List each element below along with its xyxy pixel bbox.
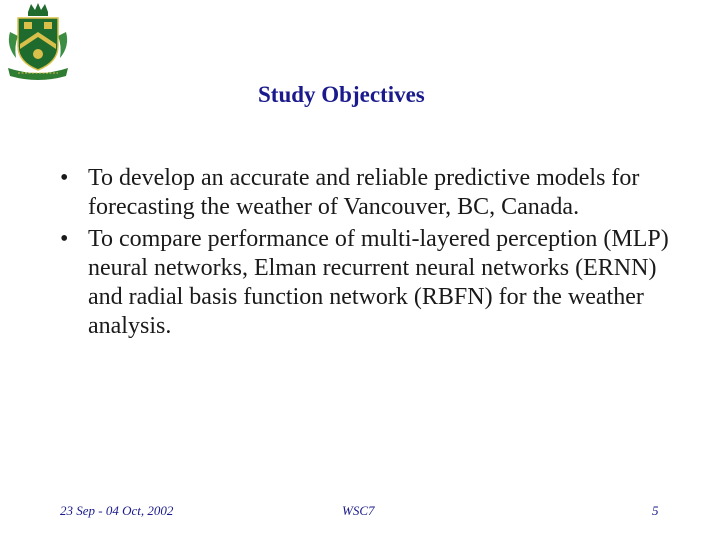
leaf-right <box>58 32 67 58</box>
bullet-symbol: • <box>60 165 69 191</box>
shield-emblem-right <box>44 22 52 29</box>
university-crest-icon <box>6 2 70 82</box>
bullet-list <box>60 164 680 344</box>
bullet-item <box>60 164 680 222</box>
crown-shape <box>28 3 48 12</box>
slide-title: Study Objectives <box>258 82 425 107</box>
bullet-symbol: • <box>60 226 69 252</box>
shield-emblem-bottom <box>33 49 43 59</box>
leaf-left <box>9 32 18 58</box>
bullet-text: To compare performance of multi-layered perception (MLP) neural networks, Elman recurrent neural networks (ERNN) and radial basis function network (RBFN) for the weather analysis. <box>88 226 669 339</box>
shield-emblem-left <box>24 22 32 29</box>
bullet-item <box>60 225 680 341</box>
footer-date: 23 Sep - 04 Oct, 2002 <box>60 503 174 518</box>
crown-base <box>28 12 48 16</box>
bullet-text: To develop an accurate and reliable predictive models for forecasting the weather of Vancouver, BC, Canada. <box>88 165 640 220</box>
footer-page-number: 5 <box>652 503 659 518</box>
footer-conference: WSC7 <box>342 503 375 518</box>
